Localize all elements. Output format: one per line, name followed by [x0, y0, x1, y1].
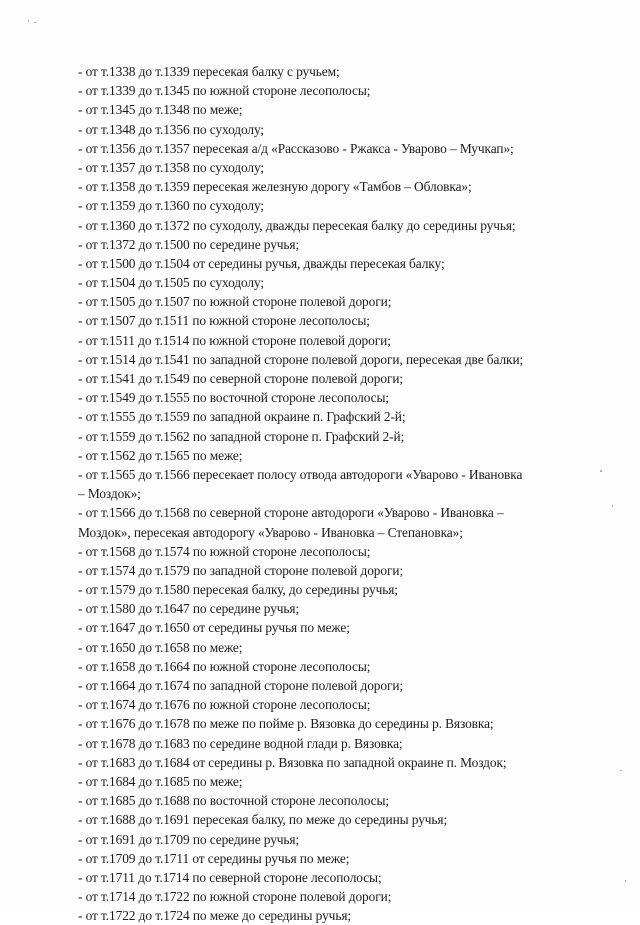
text-line: - от т.1658 до т.1664 по южной стороне лесополосы;	[78, 658, 371, 674]
text-line: - от т.1348 до т.1356 по суходолу;	[78, 121, 265, 137]
text-line: - от т.1338 до т.1339 пересекая балку с ручьем;	[78, 64, 340, 79]
text-line: - от т.1683 до т.1684 от середины р. Вязовка по западной окраине п. Моздок;	[78, 754, 507, 770]
text-line: - от т.1664 до т.1674 по западной стороне полевой дороги;	[78, 678, 404, 693]
text-line: - от т.1691 до т.1709 по середине ручья;	[78, 831, 300, 847]
scan-speck	[28, 20, 29, 22]
text-line: - от т.1359 до т.1360 по суходолу;	[78, 198, 265, 214]
scan-speck	[600, 470, 602, 472]
text-line: - от т.1549 до т.1555 по восточной стороне лесополосы;	[78, 390, 389, 406]
text-line: - от т.1574 до т.1579 по западной стороне полевой дороги;	[78, 562, 404, 578]
text-line: - от т.1685 до т.1688 по восточной стороне лесополосы;	[78, 793, 389, 809]
scan-speck	[34, 22, 36, 23]
text-line: – Моздок»;	[78, 486, 141, 502]
text-line: Моздок», пересекая автодорогу «Уварово - Ивановка – Степановка»;	[78, 524, 463, 540]
text-line: - от т.1684 до т.1685 по меже;	[78, 773, 243, 789]
text-line: - от т.1555 до т.1559 по западной окраине п. Графский 2-й;	[78, 409, 406, 425]
text-line: - от т.1566 до т.1568 по северной стороне автодороги «Уварово - Ивановка –	[78, 505, 504, 521]
text-line: - от т.1678 до т.1683 по середине водной глади р. Вязовка;	[78, 735, 403, 751]
text-line: - от т.1559 до т.1562 по западной стороне п. Графский 2-й;	[78, 428, 405, 444]
text-line: - от т.1722 до т.1724 по меже до середины ручья;	[78, 908, 352, 924]
scan-speck	[620, 770, 622, 771]
text-line: - от т.1650 до т.1658 по меже;	[78, 639, 243, 655]
text-line: - от т.1360 до т.1372 по суходолу, дважды пересекая балку до середины ручья;	[78, 217, 516, 233]
text-line: - от т.1580 до т.1647 по середине ручья;	[78, 601, 300, 617]
text-line: - от т.1568 до т.1574 по южной стороне лесополосы;	[78, 543, 371, 559]
text-line: - от т.1505 до т.1507 по южной стороне полевой дороги;	[78, 294, 392, 310]
text-line: - от т.1674 до т.1676 по южной стороне лесополосы;	[78, 697, 371, 713]
scan-speck	[625, 880, 626, 882]
text-line: - от т.1711 до т.1714 по северной стороне лесополосы;	[78, 869, 382, 885]
text-line: - от т.1541 до т.1549 по северной стороне полевой дороги;	[78, 371, 404, 386]
text-line: - от т.1676 до т.1678 по меже по пойме р. Вязовка до середины р. Вязовка;	[78, 716, 494, 732]
text-line: - от т.1565 до т.1566 пересекает полосу отвода автодороги «Уварово - Ивановка	[78, 466, 523, 482]
text-line: - от т.1511 до т.1514 по южной стороне полевой дороги;	[78, 332, 391, 348]
text-line: - от т.1709 до т.1711 от середины ручья по меже;	[78, 850, 350, 866]
text-line: - от т.1562 до т.1565 по меже;	[78, 447, 243, 463]
text-line: - от т.1714 до т.1722 по южной стороне полевой дороги;	[78, 889, 392, 905]
text-line: - от т.1579 до т.1580 пересекая балку, до середины ручья;	[78, 582, 398, 598]
text-line: - от т.1647 до т.1650 от середины ручья по меже;	[78, 620, 350, 636]
text-line: - от т.1356 до т.1357 пересекая а/д «Рассказово - Ржакса - Уварово – Мучкап»;	[78, 140, 514, 156]
text-line: - от т.1357 до т.1358 по суходолу;	[78, 159, 265, 175]
boundary-description-text	[78, 62, 618, 925]
scan-speck	[612, 505, 613, 507]
text-line: - от т.1504 до т.1505 по суходолу;	[78, 275, 265, 291]
text-line: - от т.1358 до т.1359 пересекая железную дорогу «Тамбов – Обловка»;	[78, 179, 472, 195]
text-line: - от т.1372 до т.1500 по середине ручья;	[78, 236, 300, 252]
text-line: - от т.1514 до т.1541 по западной стороне полевой дороги, пересекая две балки;	[78, 351, 524, 367]
text-line: - от т.1500 до т.1504 от середины ручья, дважды пересекая балку;	[78, 255, 445, 271]
text-line: - от т.1345 до т.1348 по меже;	[78, 102, 243, 118]
text-line: - от т.1688 до т.1691 пересекая балку, по меже до середины ручья;	[78, 812, 448, 828]
text-line: - от т.1339 до т.1345 по южной стороне лесополосы;	[78, 83, 371, 99]
text-line: - от т.1507 до т.1511 по южной стороне лесополосы;	[78, 313, 370, 329]
